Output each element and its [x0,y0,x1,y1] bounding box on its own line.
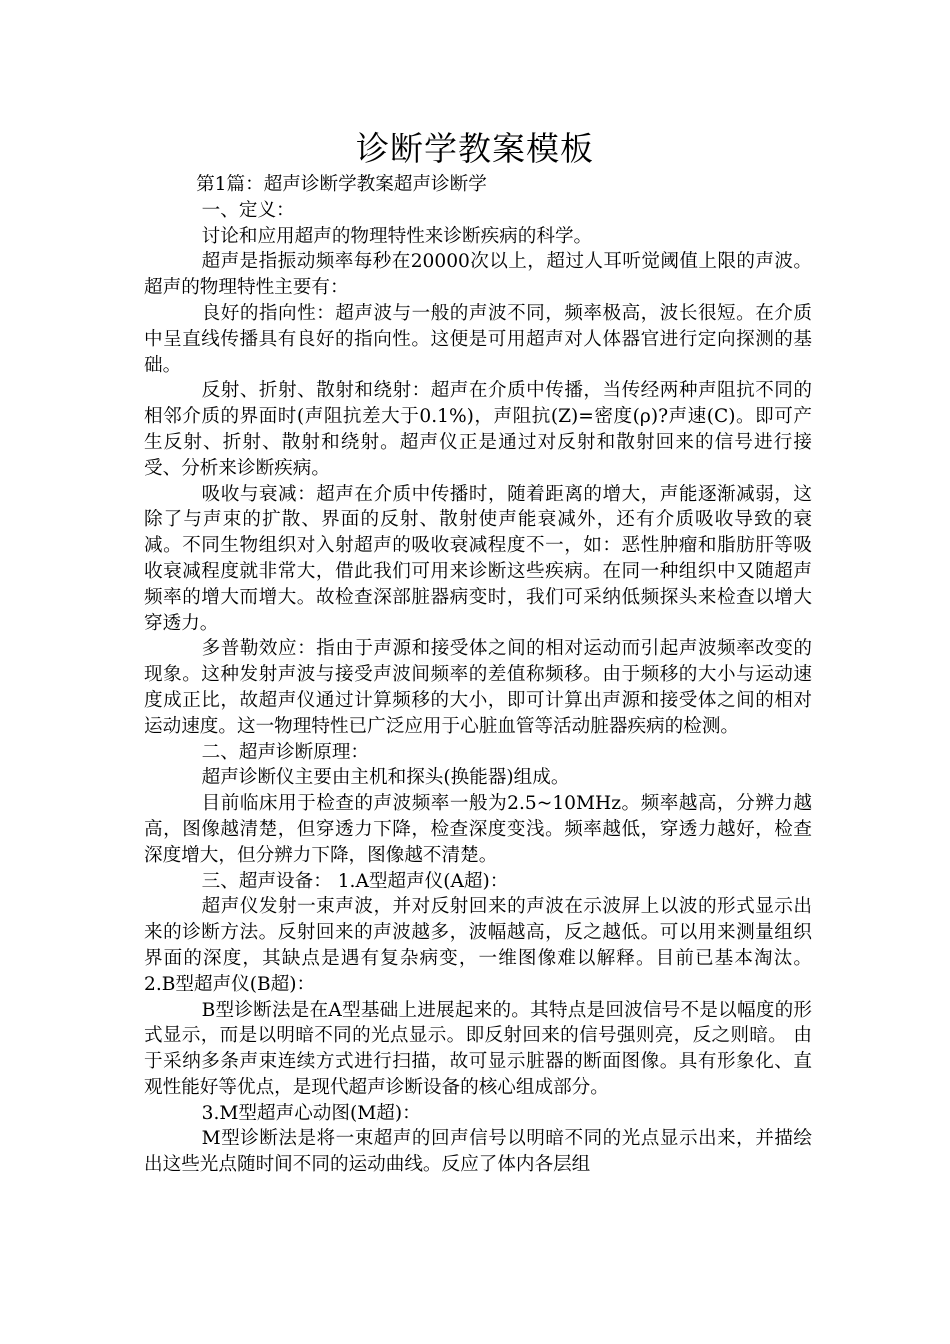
subsection-heading-m-mode: 3.M型超声心动图(M超)： [201,1102,421,1124]
section-heading-equipment: 三、超声设备： 1.A型超声仪(A超)： [201,870,509,892]
paragraph: 多普勒效应：指由于声源和接受体之间的相对运动而引起声波频率改变的现象。这种发射声波与接受声波间频率的差值称频移。由于频移的大小与运动速度成正比，故超声仪通过计算频移的大小，即可计算出声源和接受体之间的相对运动速度。这一物理特性已广泛应用于心脏血管等活动脏器疾病的检测。 [144,638,812,737]
paragraph: M型诊断法是将一束超声的回声信号以明暗不同的光点显示出来，并描绘出这些光点随时间不同的运动曲线。反应了体内各层组 [144,1128,812,1176]
paragraph: 超声诊断仪主要由主机和探头(换能器)组成。 [201,767,570,789]
section-heading-definition: 一、定义： [201,199,295,221]
document-body [144,172,812,1178]
paragraph: 讨论和应用超声的物理特性来诊断疾病的科学。 [201,225,593,247]
chapter-heading: 第1篇：超声诊断学教案超声诊断学 [196,174,487,195]
document-title: 诊断学教案模板 [356,129,594,168]
section-heading-principle: 二、超声诊断原理： [201,741,370,763]
paragraph: 超声仪发射一束声波，并对反射回来的声波在示波屏上以波的形式显示出来的诊断方法。反射回来的声波越多，波幅越高，反之越低。可以用来测量组织界面的深度，其缺点是遇有复杂病变，一维图像难以解释。目前已基本淘汰。 2.B型超声仪(B超)： [144,896,812,995]
paragraph: 目前临床用于检查的声波频率一般为2.5~10MHz。频率越高，分辨力越高，图像越清楚，但穿透力下降，检查深度变浅。频率越低，穿透力越好，检查深度增大，但分辨力下降，图像越不清楚。 [144,793,812,866]
paragraph: 反射、折射、散射和绕射：超声在介质中传播，当传经两种声阻抗不同的相邻介质的界面时(声阻抗差大于0.1%)，声阻抗(Z)=密度(ρ)?声速(C)。即可产生反射、折射、散射和绕射。超声仪正是通过对反射和散射回来的信号进行接受、分析来诊断疾病。 [144,380,812,479]
paragraph: 超声是指振动频率每秒在20000次以上，超过人耳听觉阈值上限的声波。 超声的物理特性主要有： [144,251,812,299]
paragraph: 吸收与衰减：超声在介质中传播时，随着距离的增大，声能逐渐减弱，这除了与声束的扩散、界面的反射、散射使声能衰减外，还有介质吸收导致的衰减。不同生物组织对入射超声的吸收衰减程度不一，如：恶性肿瘤和脂肪肝等吸收衰减程度就非常大，借此我们可用来诊断这些疾病。在同一种组织中又随超声频率的增大而增大。故检查深部脏器病变时，我们可采纳低频探头来检查以增大穿透力。 [144,483,812,634]
paragraph: B型诊断法是在A型基础上进展起来的。其特点是回波信号不是以幅度的形式显示，而是以明暗不同的光点显示。即反射回来的信号强则亮，反之则暗。 由于采纳多条声束连续方式进行扫描，故可显示脏器的断面图像。具有形象化、直观性能好等优点，是现代超声诊断设备的核心组成部分。 [144,999,812,1098]
paragraph: 良好的指向性：超声波与一般的声波不同，频率极高，波长很短。在介质中呈直线传播具有良好的指向性。这便是可用超声对人体器官进行定向探测的基础。 [144,302,812,376]
